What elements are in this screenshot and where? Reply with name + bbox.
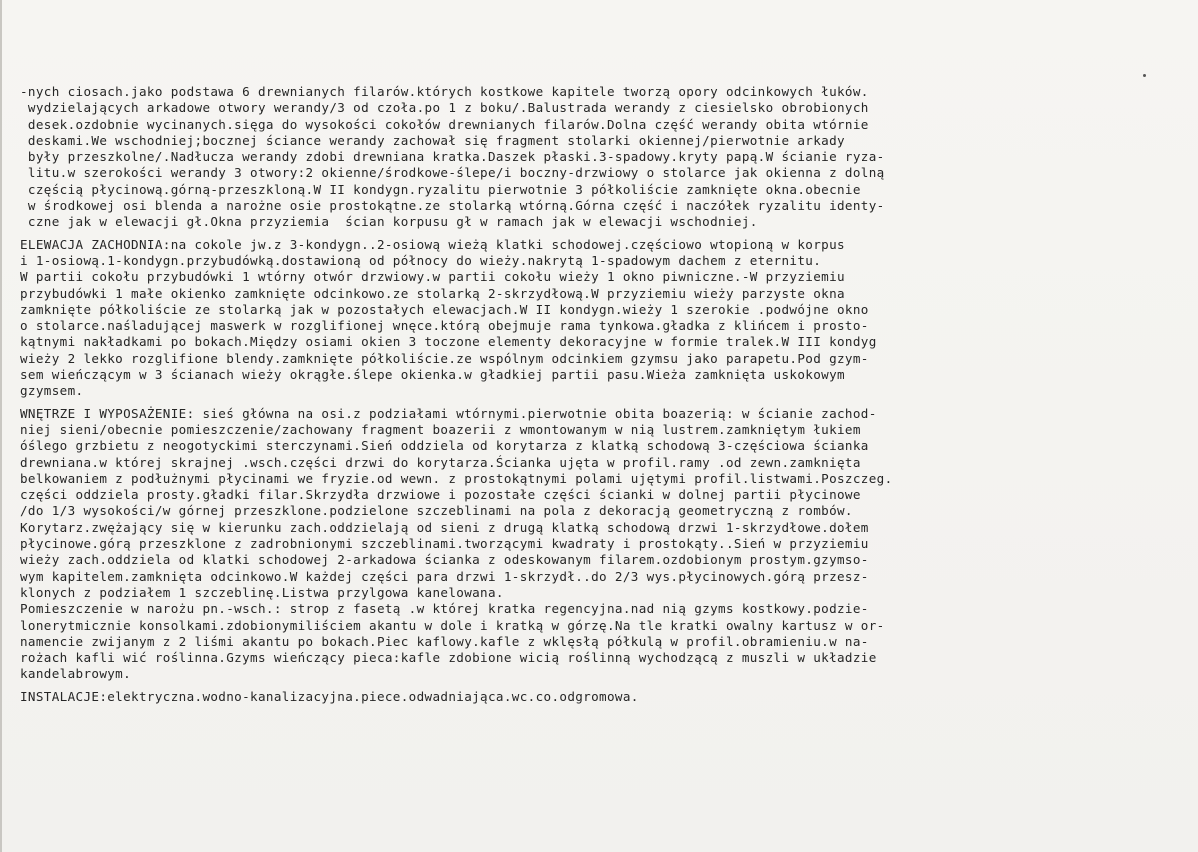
text-line: w środkowej osi blenda a narożne osie prostokątne.ze stolarką wtórną.Górna część i naczółek ryzalitu identy- <box>20 198 885 214</box>
text-line: lonerytmicznie konsolkami.zdobionymiliściem akantu w dole i kratką w górzę.Na tle kratki owalny kartusz w or- <box>20 617 885 633</box>
text-line: niej sieni/obecnie pomieszczenie/zachowany fragment boazerii z wmontowanym w nią lustrem.zamkniętym łukiem <box>20 421 861 437</box>
text-line: /do 1/3 wysokości/w górnej przeszklone.podzielone szczeblinami na pola z dekoracją geometryczną z rombów. <box>20 503 853 519</box>
paragraph <box>20 84 1180 231</box>
text-line: gzymsem. <box>20 383 84 399</box>
text-line: częścią płycinową.górną-przeszkloną.W II kondygn.ryzalitu pierwotnie 3 półkoliście zamknięte okna.obecnie <box>20 181 861 197</box>
text-line: wieży 2 lekko rozglifione blendy.zamknięte półkoliście.ze wspólnym odcinkiem gzymsu jako parapetu.Pod gzym- <box>20 350 869 366</box>
text-line: Korytarz.zwężający się w kierunku zach.oddzielają od sieni z drugą klatką schodową drzwi 1-skrzydłowe.dołem <box>20 519 869 535</box>
paragraph <box>20 406 1180 683</box>
text-line: części oddziela prosty.gładki filar.Skrzydła drzwiowe i pozostałe części ścianki w dolnej partii płycinowe <box>20 487 861 503</box>
text-line: o stolarce.naśladującej maswerk w rozglifionej wnęce.którą obejmuje rama tynkowa.gładka z klińcem i prosto- <box>20 318 869 334</box>
text-line: czne jak w elewacji gł.Okna przyziemia ścian korpusu gł w ramach jak w elewacji wschodniej. <box>20 214 758 230</box>
text-line: namencie zwijanym z 2 liśmi akantu po bokach.Piec kaflowy.kafle z wklęsłą półkulą w profil.obramieniu.w na- <box>20 633 869 649</box>
text-line: klonych z podziałem 1 szczeblinę.Listwa przylgowa kanelowana. <box>20 584 504 600</box>
text-line: przybudówki 1 małe okienko zamknięte odcinkowo.ze stolarką 2-skrzydłową.W przyziemiu wieży parzyste okna <box>20 285 845 301</box>
text-line: rożach kafli wić roślinna.Gzyms wieńczący pieca:kafle zdobione wicią roślinną wychodzącą z muszli w układzie <box>20 650 877 666</box>
text-line: kandelabrowym. <box>20 666 132 682</box>
text-line: płycinowe.górą przeszklone z zadrobnionymi szczeblinami.tworzącymi kwadraty i prostokąty..Sień w przyziemiu <box>20 536 869 552</box>
text-line: desek.ozdobnie wycinanych.sięga do wysokości cokołów drewnianych filarów.Dolna część werandy obita wtórnie <box>20 116 869 132</box>
text-line: i 1-osiową.1-kondygn.przybudówką.dostawioną od północy do wieży.nakrytą 1-spadowym dachem z eternitu. <box>20 252 822 268</box>
paragraph <box>20 689 1180 705</box>
text-line: deskami.We wschodniej;bocznej ściance werandy zachował się fragment stolarki okiennej/pierwotnie arkady <box>20 132 845 148</box>
text-line: sem wieńczącym w 3 ścianach wieży okrągłe.ślepe okienka.w gładkiej partii pasu.Wieża zamknięta uskokowym <box>20 367 845 383</box>
text-line: Pomieszczenie w narożu pn.-wsch.: strop z fasetą .w której kratka regencyjna.nad nią gzyms kostkowy.podzie- <box>20 601 869 617</box>
stray-dot-mark <box>1143 74 1146 77</box>
text-line: óślego grzbietu z neogotyckimi sterczynami.Sień oddziela od korytarza z klatką schodową 3-częściowa ścianka <box>20 438 869 454</box>
text-line: drewniana.w której skrajnej .wsch.części drzwi do korytarza.Ścianka ujęta w profil.ramy .od zewn.zamknięta <box>20 454 861 470</box>
text-line: wieży zach.oddziela od klatki schodowej 2-arkadowa ścianka z odeskowanym filarem.ozdobionym prostym.gzymso- <box>20 552 869 568</box>
text-line: zamknięte półkoliście ze stolarką jak w pozostałych elewacjach.W II kondygn.wieży 1 szerokie .podwójne okno <box>20 301 869 317</box>
paragraph <box>20 237 1180 400</box>
text-line: były przeszkolne/.Nadłucza werandy zdobi drewniana kratka.Daszek płaski.3-spadowy.kryty papą.W ścianie ryza- <box>20 149 885 165</box>
text-line: wym kapitelem.zamknięta odcinkowo.W każdej części para drzwi 1-skrzydł..do 2/3 wys.płycinowych.górą przesz- <box>20 568 869 584</box>
text-line: ELEWACJA ZACHODNIA:na cokole jw.z 3-kondygn..2-osiową wieżą klatki schodowej.częściowo wtopioną w korpus <box>20 236 845 252</box>
text-line: wydzielających arkadowe otwory werandy/3 od czoła.po 1 z boku/.Balustrada werandy z ciesielsko obrobionych <box>20 100 869 116</box>
text-line: belkowaniem z podłużnymi płycinami we fryzie.od wewn. z prostokątnymi polami ujętymi profil.listwami.Poszczeg. <box>20 470 893 486</box>
text-line: litu.w szerokości werandy 3 otwory:2 okienne/środkowe-ślepe/i boczny-drzwiowy o stolarce jak okienna z dolną <box>20 165 885 181</box>
text-line: WNĘTRZE I WYPOSAŻENIE: sieś główna na osi.z podziałami wtórnymi.pierwotnie obita boazerią: w ścianie zachod- <box>20 405 877 421</box>
text-line: kątnymi nakładkami po bokach.Między osiami okien 3 toczone elementy dekoracyjne w formie tralek.W III kondyg <box>20 334 877 350</box>
text-line: -nych ciosach.jako podstawa 6 drewnianych filarów.których kostkowe kapitele tworzą opory odcinkowych łuków. <box>20 84 869 99</box>
typewritten-text <box>20 84 1180 705</box>
page-edge <box>0 0 2 852</box>
text-line: INSTALACJE:elektryczna.wodno-kanalizacyjna.piece.odwadniająca.wc.co.odgromowa. <box>20 688 639 704</box>
text-line: W partii cokołu przybudówki 1 wtórny otwór drzwiowy.w partii cokołu wieży 1 okno piwniczne.-W przyziemiu <box>20 269 845 285</box>
